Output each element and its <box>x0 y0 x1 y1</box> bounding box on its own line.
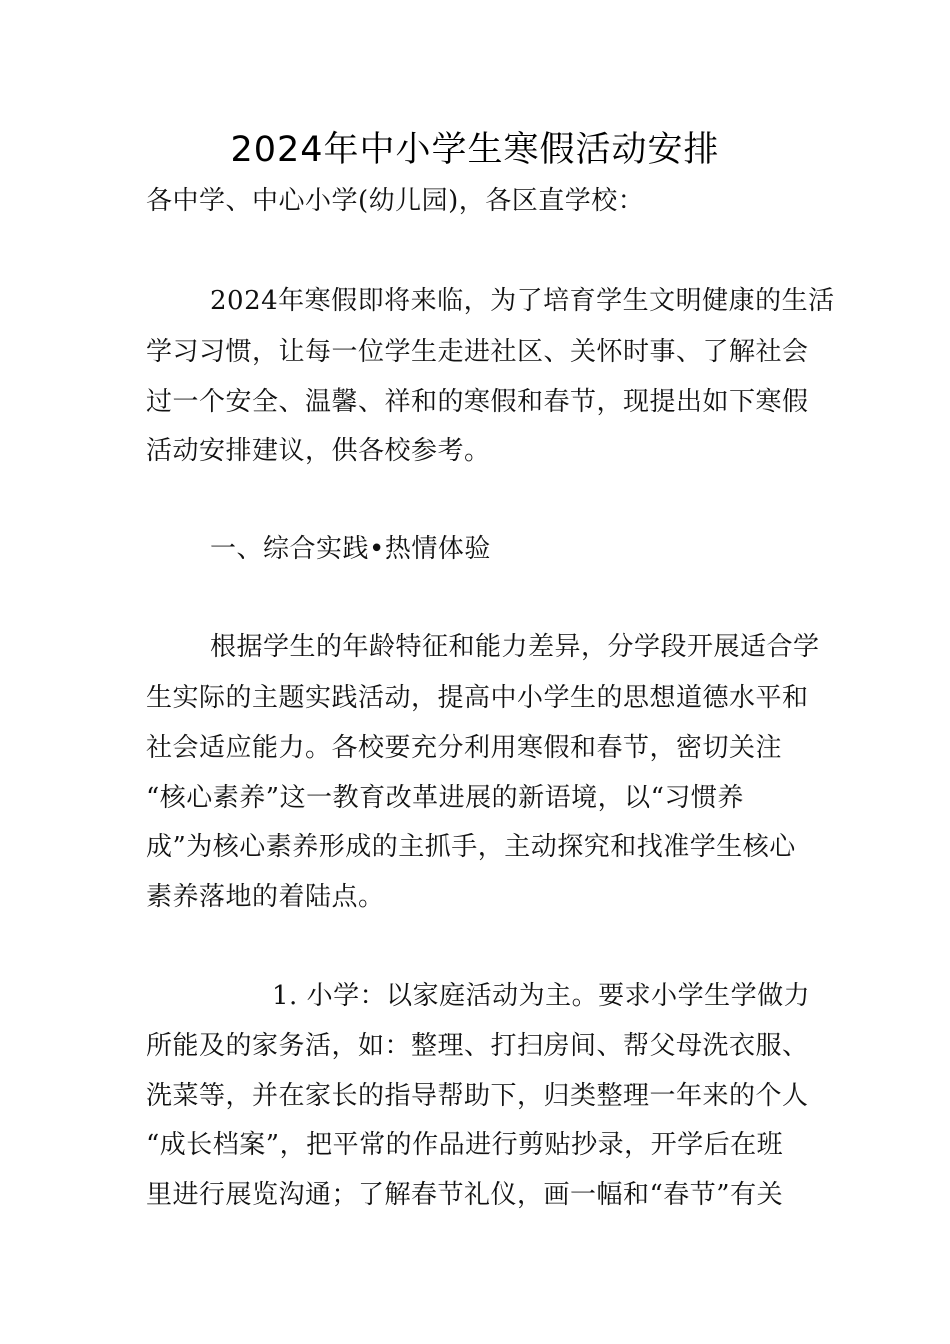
paragraph-line: 素养落地的着陆点。 <box>146 882 385 912</box>
salutation: 各中学、中心小学(幼儿园)，各区直学校： <box>146 186 645 216</box>
paragraph-line: 1. 小学：以家庭活动为主。要求小学生学做力 <box>272 981 811 1011</box>
paragraph-line: 根据学生的年龄特征和能力差异，分学段开展适合学 <box>210 632 820 662</box>
paragraph-line: 过一个安全、温馨、祥和的寒假和春节，现提出如下寒假 <box>146 387 809 417</box>
paragraph-line: 2024年寒假即将来临，为了培育学生文明健康的生活 <box>210 286 835 316</box>
paragraph-line: 洗菜等，并在家长的指导帮助下，归类整理一年来的个人 <box>146 1081 809 1111</box>
paragraph-line: 社会适应能力。各校要充分利用寒假和春节，密切关注 <box>146 733 783 763</box>
section-heading: 一、综合实践•热情体验 <box>210 534 491 564</box>
paragraph-line: “成长档案”，把平常的作品进行剪贴抄录，开学后在班 <box>146 1130 784 1160</box>
paragraph-line: 里进行展览沟通；了解春节礼仪，画一幅和“春节”有关 <box>146 1180 784 1210</box>
paragraph-line: “核心素养”这一教育改革进展的新语境，以“习惯养 <box>146 783 744 813</box>
document-title: 2024年中小学生寒假活动安排 <box>230 130 720 170</box>
paragraph-line: 成”为核心素养形成的主抓手，主动探究和找准学生核心 <box>146 832 796 862</box>
paragraph-line: 所能及的家务活，如：整理、打扫房间、帮父母洗衣服、 <box>146 1031 809 1061</box>
paragraph-line: 学习习惯，让每一位学生走进社区、关怀时事、了解社会 <box>146 337 809 367</box>
paragraph-line: 活动安排建议，供各校参考。 <box>146 436 491 466</box>
paragraph-line: 生实际的主题实践活动，提高中小学生的思想道德水平和 <box>146 683 809 713</box>
